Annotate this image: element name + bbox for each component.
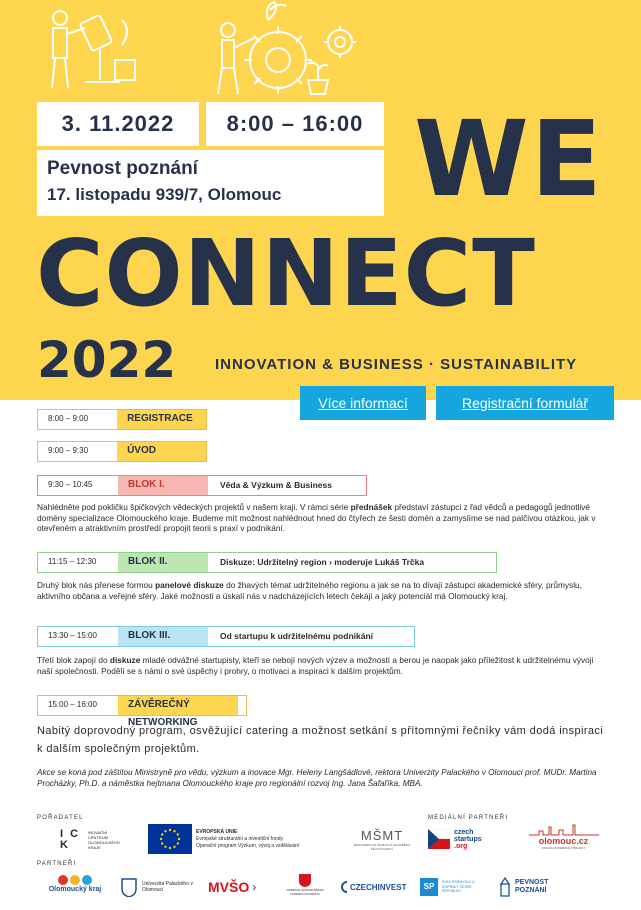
czechinvest-logo xyxy=(338,878,413,896)
more-info-button[interactable]: Více informací xyxy=(300,386,426,420)
venue-box xyxy=(37,150,384,216)
ick-text: INOVAČNÍ CENTRUM OLOMOUCKÉHO KRAJE xyxy=(88,830,121,850)
hk-crest-icon xyxy=(297,872,313,888)
brand-we: WE xyxy=(414,98,604,220)
row-label: ZÁVĚREČNÝ NETWORKING xyxy=(118,696,238,715)
kraj-swirl-icon xyxy=(55,874,95,886)
row-topic: Od startupu k udržitelnému podnikání xyxy=(220,631,374,641)
msmt-mark: MŠMT xyxy=(360,827,404,843)
sp-mark: SP xyxy=(420,878,438,896)
olomoucky-kraj-logo xyxy=(40,874,110,900)
hk-olomouc-logo xyxy=(280,872,330,902)
eu-line3: Operační program Výzkum, vývoj a vzdělávání xyxy=(196,842,300,849)
olomouc-sub: OFICIÁLNÍ WEBOVÉ STRÁNKY xyxy=(541,846,586,850)
pevnost-poznani-logo xyxy=(498,872,568,902)
brand-year: 2022 xyxy=(37,331,177,389)
czechinvest-text: CZECHINVEST xyxy=(350,882,407,892)
ick-logo xyxy=(60,826,140,854)
eu-line2: Evropské strukturální a investiční fondy xyxy=(196,835,283,842)
row-time: 8:00 – 9:00 xyxy=(48,414,89,423)
czechstartups-l2: startups xyxy=(454,835,482,843)
pevnost-figure-icon xyxy=(498,876,512,898)
skyline-icon xyxy=(529,824,599,836)
eu-logo xyxy=(148,824,316,854)
blok2-description: Druhý blok nás přenese formou panelové diskuze do žhavých témat udržitelného regionu a jak se na to dívají zástupci akademické sféry, průmyslu, aktivního občana a veřejné sféry. Jaké možnosti a úskalí nás v nadcházejících letech čekají a jaký potenciál má Olomoucký kraj. xyxy=(37,580,582,601)
row-time: 9:00 – 9:30 xyxy=(48,446,89,455)
partners-heading: PARTNEŘI xyxy=(37,861,77,867)
olomouc-cz-logo xyxy=(516,824,611,854)
msmt-text: MINISTERSTVO ŠKOLSTVÍ, MLÁDEŽE A TĚLOVÝCHOVY xyxy=(353,842,411,851)
ick-letters: I C K xyxy=(60,828,81,851)
mvso-text: MVŠO xyxy=(208,879,250,895)
pevnost-l2: POZNÁNÍ xyxy=(515,887,547,894)
olomoucky-kraj-text: Olomoucký kraj xyxy=(48,886,102,893)
blok1-description: Nahlédněte pod pokličku špičkových vědeckých projektů v našem kraji. V rámci série přednášek představí zástupci z řad vědců a pedagogů jednotlivé domény specializace Olomouckého kraje. Budeme mít možnost nahlédnout hned do čtyřech ze šesti domén a zamyslíme se nad palčivou otázkou, jak v otevřeném a atraktivním prostředí propojit teorii s praxí v podnikání. xyxy=(37,502,596,534)
hero-banner xyxy=(0,0,641,400)
pevnost-l1: PEVNOST xyxy=(515,879,549,886)
patronage-note: Akce se koná pod záštitou Ministryně pro vědu, výzkum a inovace Mgr. Heleny Langšádlové, rektora Univerzity Palackého v Olomouci prof. MUDr. Martina Procházky, Ph.D. a náměstka hejtmana Olomouckého kraje pro regionální rozvoj Ing. Jana Šafaříka, MBA. xyxy=(37,768,597,788)
program-row-blok1 xyxy=(37,475,367,496)
czechstartups-l3: .org xyxy=(454,842,468,850)
program-row-networking xyxy=(37,695,247,728)
event-date: 3. 11.2022 xyxy=(37,102,199,146)
up-text: Univerzita Palackého v Olomouci xyxy=(142,881,193,893)
row-label: BLOK I. xyxy=(118,476,208,495)
olomouc-name: olomouc.cz xyxy=(538,836,589,846)
program-row-blok3 xyxy=(37,626,415,647)
up-logo xyxy=(120,876,202,898)
mvso-arrow-icon: › xyxy=(252,880,257,894)
gears-plant-illustration-icon xyxy=(208,0,368,100)
row-label: BLOK III. xyxy=(118,627,208,646)
media-partners-heading: MEDIÁLNÍ PARTNEŘI xyxy=(428,815,509,821)
row-label: REGISTRACE xyxy=(117,410,206,429)
czechstartups-logo xyxy=(428,826,508,852)
venue-address: 17. listopadu 939/7, Olomouc xyxy=(47,185,282,204)
brand-connect: CONNECT xyxy=(36,220,536,327)
row-topic: Diskuze: Udržitelný region › moderuje Lukáš Trčka xyxy=(220,557,425,567)
row-time: 13:30 – 15:00 xyxy=(48,631,97,640)
tagline: INNOVATION & BUSINESS · SUSTAINABILITY xyxy=(215,356,578,373)
program-row-uvod xyxy=(37,441,207,462)
mvso-logo xyxy=(208,878,272,896)
sp-text: SVAZ PRŮMYSLU A DOPRAVY ČESKÉ REPUBLIKY xyxy=(442,880,475,894)
row-time: 9:30 – 10:45 xyxy=(48,480,93,489)
program-row-registrace xyxy=(37,409,207,430)
msmt-logo xyxy=(344,822,420,856)
registration-form-button[interactable]: Registrační formulář xyxy=(436,386,614,420)
blok3-description: Třetí blok zapojí do diskuze mladé odvážné startupisty, kteří se nebojí nových výzev a možností a berou je naopak jako příležitost k udržitelnému vývoji naší společnosti. Podělí se s námi o své úspěchy i prohry, o motivaci a inspiraci k dalším projektům. xyxy=(37,655,594,676)
row-label: ÚVOD xyxy=(117,442,206,461)
row-topic: Věda & Výzkum & Business xyxy=(220,480,332,490)
czechinvest-mark-icon xyxy=(338,881,348,893)
row-time: 15:00 – 16:00 xyxy=(48,700,97,709)
organizer-heading: POŘADATEL xyxy=(37,815,84,821)
sp-logo xyxy=(420,876,490,898)
up-crest-icon xyxy=(120,877,138,897)
venue-name: Pevnost poznání xyxy=(47,158,198,179)
networking-description: Nabitý doprovodný program, osvěžující catering a možnost setkání s přítomnými řečníky vám dodá inspiraci k dalším společným projektům. xyxy=(37,725,604,755)
row-label: BLOK II. xyxy=(118,553,208,572)
scientist-illustration-icon xyxy=(40,0,160,95)
czech-flag-icon xyxy=(428,829,450,849)
eu-flag-icon xyxy=(148,824,192,854)
hk-text: OKRESNÍ HOSPODÁŘSKÁ KOMORA OLOMOUC xyxy=(286,888,324,896)
eu-title: EVROPSKÁ UNIE xyxy=(196,828,238,835)
program-row-blok2 xyxy=(37,552,497,573)
row-time: 11:15 – 12:30 xyxy=(48,557,97,566)
event-time: 8:00 – 16:00 xyxy=(206,102,384,146)
czechstartups-l1: czech xyxy=(454,828,474,836)
